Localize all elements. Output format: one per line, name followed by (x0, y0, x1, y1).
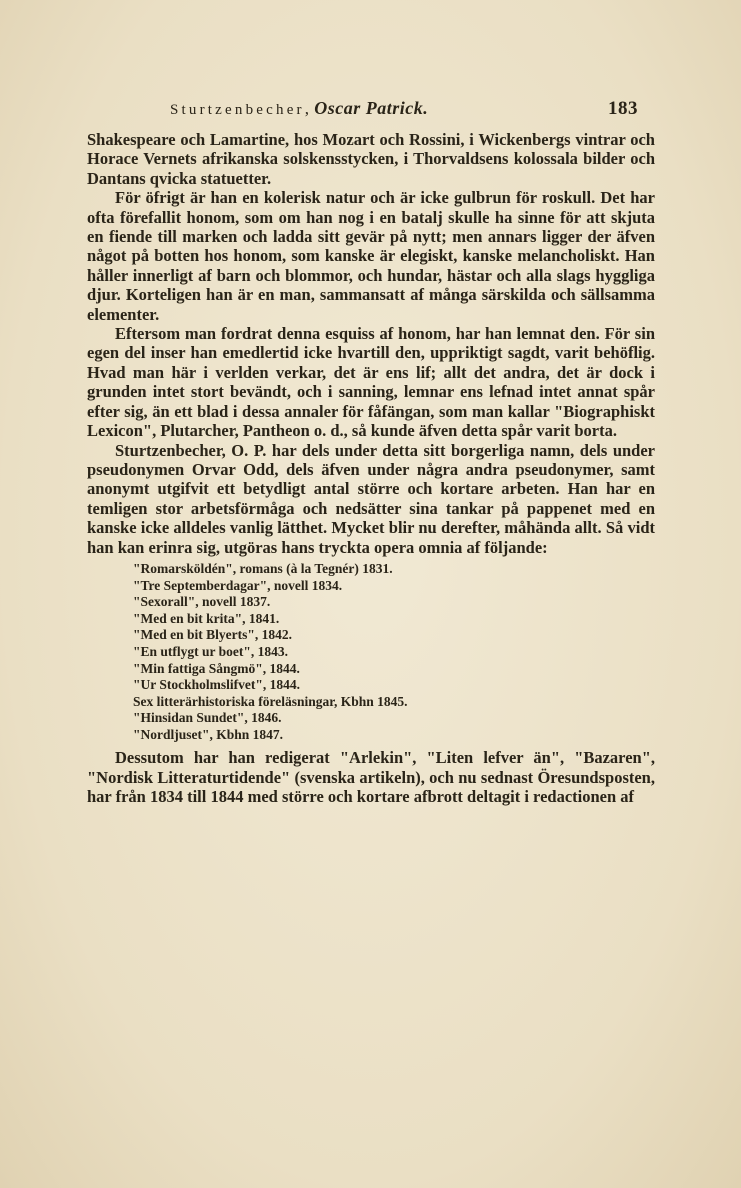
paragraph-editorial: Dessutom har han redigerat "Arlekin", "Liten lefver än", "Bazaren", "Nordisk Litteraturtidende" (svenska artikeln), och nu sednast Öresundsposten, har från 1834 till 1844 med större och kortare afbrott deltagit i redactionen af (87, 748, 655, 807)
works-list-item: "Min fattiga Sångmö", 1844. (133, 660, 300, 676)
works-list-item: "En utflygt ur boet", 1843. (133, 643, 288, 659)
works-list-item: "Tre Septemberdagar", novell 1834. (133, 577, 343, 593)
running-head (170, 98, 428, 119)
works-list-item: "Nordljuset", Kbhn 1847. (133, 726, 284, 742)
running-head-author: Sturtzenbecher (170, 102, 305, 118)
paragraph-temperament: För öfrigt är han en kolerisk natur och är icke gulbrun för roskull. Det har ofta förefallit honom, som om han nog i en batalj skulle ha sinne för att skjuta en fiende till marken och ladda sitt gevär på nytt; men annars ligger der äfven något på botten hos honom, som kanske är elegiskt, kanske melancholiskt. Han håller innerligt af barn och blommor, och hundar, hästar och alla slags hyggliga djur. Korteligen han är en man, sammansatt af många särskilda och sällsamma elementer. (87, 188, 655, 324)
paragraph-continued: Shakespeare och Lamartine, hos Mozart och Rossini, i Wickenbergs vintrar och Horace Vernets afrikanska solskensstycken, i Thorvaldsens kolossala bilder och Dantans qvicka statuetter. (87, 130, 655, 188)
works-list-item: "Hinsidan Sundet", 1846. (133, 710, 282, 726)
works-list-item: "Ur Stockholmslifvet", 1844. (133, 677, 300, 693)
works-list (133, 561, 655, 744)
page-body (87, 130, 655, 807)
works-list-item: "Sexorall", novell 1837. (133, 594, 271, 610)
running-head-pseudonym: Oscar Patrick. (314, 98, 429, 118)
paragraph-bibliography-intro: Sturtzenbecher, O. P. har dels under detta sitt borgerliga namn, dels under pseudonymen Orvar Odd, dels äfven under några andra pseudonymer, samt anonymt utgifvit ett betydligt antal större och kortare arbeten. Han har en temligen stor arbetsförmåga och nedsätter sina tankar på pappenet med en kanske icke alldeles vanlig lätthet. Mycket blir nu derefter, måhända allt. Så vidt han kan erinra sig, utgöras hans tryckta opera omnia af följande: (87, 440, 655, 557)
page-header (170, 98, 638, 126)
works-list-item: Sex litterärhistoriska föreläsningar, Kbhn 1845. (133, 693, 408, 709)
works-list-item: "Med en bit krita", 1841. (133, 610, 280, 626)
running-head-separator: , (304, 99, 310, 118)
works-list-item: "Med en bit Blyerts", 1842. (133, 627, 292, 643)
page-number: 183 (608, 98, 638, 119)
paragraph-esquisse: Eftersom man fordrat denna esquiss af honom, har han lemnat den. För sin egen del inser han emedlertid icke hvartill den, uppriktigt sagdt, varit behöflig. Hvad man här i verlden verkar, det är ens lif; allt det andra, det är dock i grunden intet stort bevändt, och i sanning, lemnar ens lefnad intet annat spår efter sig, än ett blad i dessa annaler för fåfängan, som man kallar "Biographiskt Lexicon", Plutarcher, Pantheon o. d., så kunde äfven detta spår varit borta. (87, 324, 655, 441)
works-list-item: "Romarsköldén", romans (à la Tegnér) 1831. (133, 560, 393, 576)
